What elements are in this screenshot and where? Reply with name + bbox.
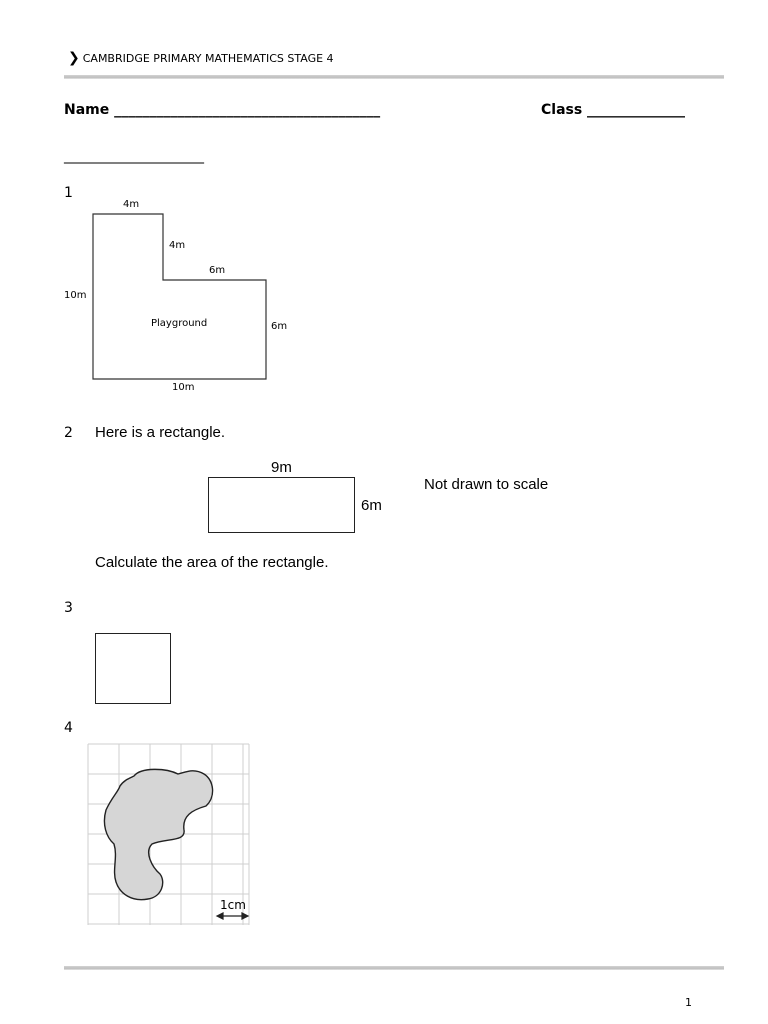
- playground-label: Playground: [151, 318, 208, 329]
- rectangle-height-label: 6m: [361, 497, 382, 514]
- playground-bottom-label: 10m: [172, 382, 195, 393]
- playground-right-label: 6m: [271, 321, 288, 332]
- question-2-instruction: Calculate the area of the rectangle.: [95, 554, 329, 571]
- header-title: CAMBRIDGE PRIMARY MATHEMATICS STAGE 4: [82, 51, 334, 65]
- name-field-label: Name ______________________________________: [64, 102, 381, 118]
- playground-left-label: 10m: [64, 290, 87, 301]
- scale-label: 1cm: [220, 898, 246, 912]
- extra-blank-line: ____________________: [64, 148, 204, 164]
- header-rule: [64, 75, 724, 79]
- question-4-number: 4: [64, 720, 73, 736]
- page-number: 1: [685, 996, 692, 1009]
- question-2-text: Here is a rectangle.: [95, 424, 226, 441]
- rectangle-width-label: 9m: [271, 459, 292, 476]
- not-to-scale-note: Not drawn to scale: [424, 476, 549, 493]
- playground-figure: [60, 195, 300, 400]
- question-3-number: 3: [64, 600, 73, 616]
- playground-top-label: 4m: [123, 199, 140, 210]
- question-2-number: 2: [64, 425, 73, 441]
- playground-inner-horizontal-label: 6m: [209, 265, 226, 276]
- page-header: [68, 51, 334, 65]
- rectangle-shape: [208, 477, 355, 533]
- square-shape: [95, 633, 171, 704]
- footer-rule: [64, 966, 724, 970]
- irregular-shape: [104, 769, 212, 899]
- chevron-right-icon: ❯: [68, 50, 80, 66]
- question-1-number: 1: [64, 185, 73, 201]
- class-field-label: Class ______________: [541, 102, 686, 118]
- playground-inner-vertical-label: 4m: [169, 240, 186, 251]
